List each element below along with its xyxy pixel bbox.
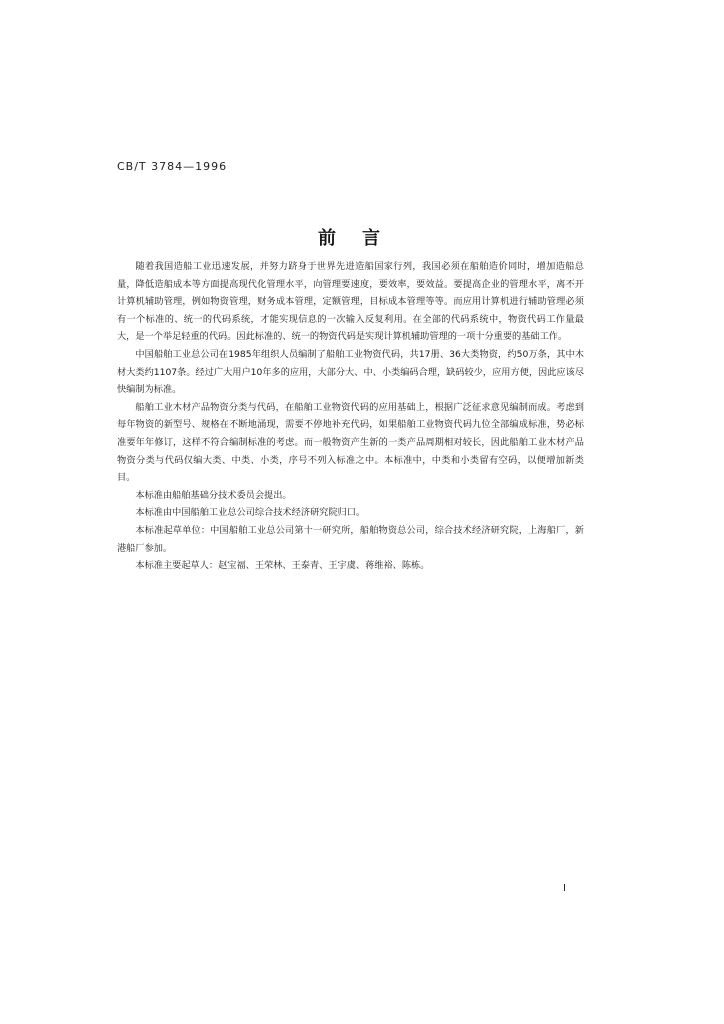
page-title: 前言: [318, 228, 406, 249]
paragraph: 本标准起草单位：中国船舶工业总公司第十一研究所，船舶物资总公司，综合技术经济研究院，上海船厂，新港船厂参加。: [117, 524, 584, 554]
paragraph: 本标准由船舶基础分技术委员会提出。: [135, 489, 292, 501]
page-number: I: [563, 883, 566, 894]
paragraph: 本标准由中国船舶工业总公司综合技术经济研究院归口。: [135, 507, 366, 519]
paragraph: 船舶工业木材产品物资分类与代码，在船舶工业物资代码的应用基础上，根据广泛征求意见编制而成。考虑到每年物资的新型号、规格在不断地涌现，需要不停地补充代码，如果船舶工业物资代码九位全部编成标准，势必标准要年年修订，这样不符合编制标准的考虑。而一般物资产生新的一类产品周期相对较长，因此船舶工业木材产品物资分类与代码仅编大类、中类、小类，序号不列入标准之中。本标准中，中类和小类留有空码，以便增加新类目。: [117, 401, 584, 484]
paragraph: 本标准主要起草人：赵宝福、王荣林、王泰青、王宇虞、蒋维裕、陈栋。: [135, 560, 430, 572]
standard-code: CB/T 3784—1996: [117, 160, 228, 173]
paragraph: 随着我国造船工业迅速发展，并努力跻身于世界先进造船国家行列，我国必须在船舶造价同时，增加造船总量，降低造船成本等方面提高现代化管理水平，向管理要速度，要效率，要效益。要提高企业的管理水平，离不开计算机辅助管理，例如物资管理，财务成本管理，定额管理，目标成本管理等等。而应用计算机进行辅助管理必须有一个标准的、统一的代码系统，才能实现信息的一次输入反复利用。在全部的代码系统中，物资代码工作量最大，是一个举足轻重的代码。因此标准的、统一的物资代码是实现计算机辅助管理的一项十分重要的基础工作。: [117, 261, 584, 343]
paragraph: 中国船舶工业总公司在1985年组织人员编制了船舶工业物资代码，共17册、36大类物资，约50万条，其中木材大类约1107条。经过广大用户10年多的应用，大部分大、中、小类编码合理，缺码较少，应用方便，因此应该尽快编制为标准。: [117, 348, 584, 396]
document-body: [117, 258, 584, 575]
